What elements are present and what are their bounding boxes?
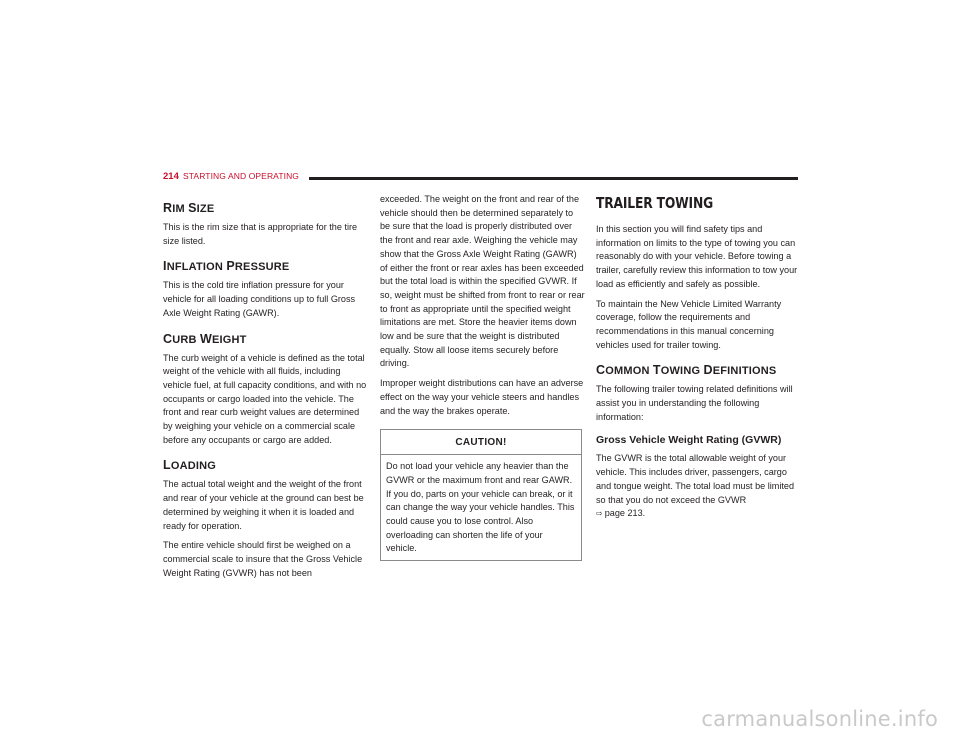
heading-common-towing-definitions: COMMON TOWING DEFINITIONS bbox=[596, 363, 777, 378]
definitions-intro-text: The following trailer towing related definitions will assist you in understanding the following information: bbox=[596, 384, 793, 422]
loading-text-2: The entire vehicle should first be weighed on a commercial scale to insure that the Gross Vehicle Weight Rating (GVWR) has not been bbox=[163, 540, 363, 578]
gvwr-heading: Gross Vehicle Weight Rating (GVWR) bbox=[596, 434, 782, 447]
trailer-towing-heading: TRAILER TOWING bbox=[596, 194, 714, 212]
section-title: STARTING AND OPERATING bbox=[183, 171, 300, 181]
warranty-text: To maintain the New Vehicle Limited Warranty coverage, follow the requirements and recommendations in this manual concerning vehicles used for trailer towing. bbox=[596, 298, 782, 350]
page-reference-arrow-icon: ⇨ bbox=[596, 509, 603, 519]
column-1 bbox=[163, 190, 368, 586]
heading-loading: LOADING bbox=[163, 458, 217, 473]
header-rule bbox=[309, 177, 798, 180]
loading-text-1: The actual total weight and the weight of the front and rear of your vehicle at the ground can best be determined by weighing it when it is loaded and ready for operation. bbox=[163, 479, 364, 531]
curb-weight-text: The curb weight of a vehicle is defined as the total weight of the vehicle with all fluids, including vehicle fuel, at full capacity conditions, and with no occupants or cargo loaded into the vehicle. The front and rear curb weight values are determined by weighing your vehicle on a commercial scale before any occupants or cargo are added. bbox=[163, 352, 367, 445]
watermark: carmanualsonline.info bbox=[701, 707, 938, 731]
heading-curb-weight: CURB WEIGHT bbox=[163, 331, 247, 346]
gvwr-text bbox=[596, 452, 801, 521]
trailer-towing-intro: In this section you will find safety tips and information on limits to the type of towing you can reasonably do with your vehicle. Before towing a trailer, carefully review this information to tow your load as efficiently and safely as possible. bbox=[596, 224, 798, 289]
caution-text: Do not load your vehicle any heavier than the GVWR or the maximum front and rear GAWR. If you do, parts on your vehicle can break, or it can change the way your vehicle handles. This could cause you to lose control. Also overloading can shorten the life of your vehicle. bbox=[386, 461, 575, 554]
loading-continued-text: exceeded. The weight on the front and rear of the vehicle should then be determined separately to be sure that the load is properly distributed over the front and rear axle. Weighing the vehicle may show that the Gross Axle Weight Rating (GAWR) of either the front or rear axles has been exceeded but the total load is within the specified GVWR. If so, weight must be shifted from front to rear or rear to front as appropriate until the specified weight limitations are met. Store the heavier items down low and be sure that the weight is distributed equally. Stow all loose items securely before driving. bbox=[380, 194, 585, 369]
column-3 bbox=[596, 190, 801, 527]
page-header bbox=[163, 171, 798, 185]
page-number: 214 bbox=[163, 171, 179, 182]
heading-inflation-pressure: INFLATION PRESSURE bbox=[163, 259, 290, 274]
caution-title: CAUTION! bbox=[381, 430, 581, 455]
gvwr-body: The GVWR is the total allowable weight of your vehicle. This includes driver, passengers, cargo and tongue weight. The total load must be limited so that you do not exceed the GVWR bbox=[596, 453, 794, 505]
column-2 bbox=[380, 193, 585, 561]
weight-distribution-text: Improper weight distributions can have an adverse effect on the way your vehicle steers and handles and the way the brakes operate. bbox=[380, 378, 584, 416]
rim-size-text: This is the rim size that is appropriate for the tire size listed. bbox=[163, 222, 358, 246]
page-reference-link[interactable]: page 213. bbox=[604, 508, 646, 519]
caution-box bbox=[380, 429, 582, 561]
inflation-pressure-text: This is the cold tire inflation pressure for your vehicle for all loading conditions up to full Gross Axle Weight Rating (GAWR). bbox=[163, 280, 356, 318]
heading-rim-size: RIM SIZE bbox=[163, 201, 215, 215]
